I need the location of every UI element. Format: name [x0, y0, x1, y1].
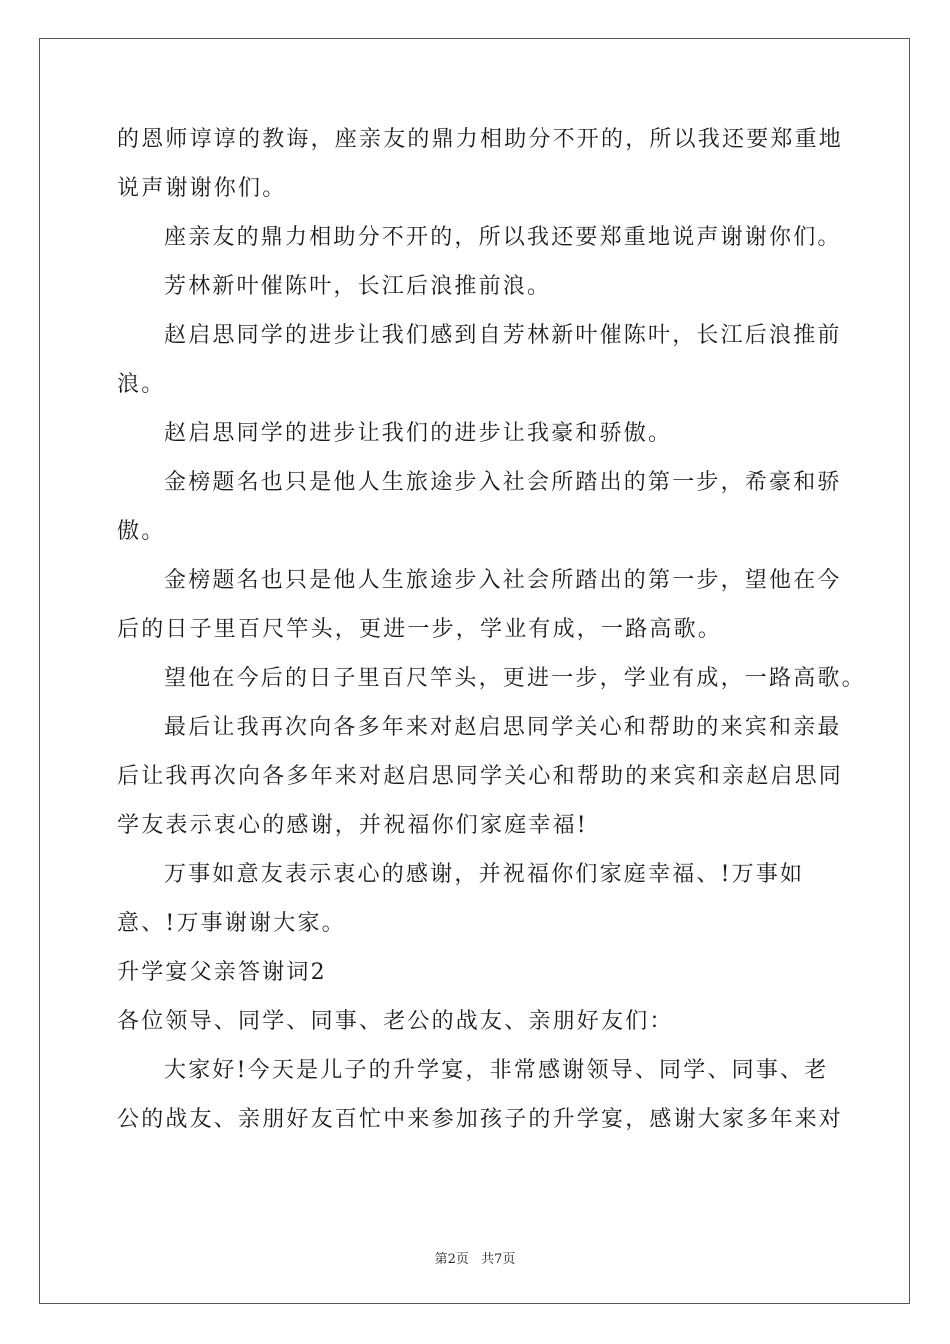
page-number: 第2页	[434, 1252, 469, 1267]
text-line: 浪。	[117, 372, 166, 397]
text-line: 后让我再次向各多年来对赵启思同学关心和帮助的来宾和亲赵启思同	[117, 764, 844, 789]
text-line: 望他在今后的日子里百尺竿头，更进一步，学业有成，一路高歌。	[164, 666, 866, 691]
text-line: 学友表示衷心的感谢，并祝福你们家庭幸福!	[117, 813, 588, 838]
text-line: 大家好!今天是儿子的升学宴，非常感谢领导、同学、同事、老	[164, 1058, 829, 1083]
text-line: 座亲友的鼎力相助分不开的，所以我还要郑重地说声谢谢你们。	[164, 225, 842, 250]
text-line: 赵启思同学的进步让我们的进步让我豪和骄傲。	[164, 421, 673, 446]
page-total: 共7页	[481, 1252, 516, 1267]
section-heading: 升学宴父亲答谢词2	[117, 960, 327, 985]
text-line: 的恩师谆谆的教诲，座亲友的鼎力相助分不开的，所以我还要郑重地	[117, 127, 844, 152]
text-line: 芳林新叶催陈叶，长江后浪推前浪。	[164, 274, 552, 299]
text-line: 万事如意友表示衷心的感谢，并祝福你们家庭幸福、!万事如	[164, 862, 805, 887]
text-line: 金榜题名也只是他人生旅途步入社会所踏出的第一步，希豪和骄	[164, 470, 842, 495]
text-line: 意、!万事谢谢大家。	[117, 911, 346, 936]
page-footer	[0, 1248, 950, 1267]
salutation-line: 各位领导、同学、同事、老公的战友、亲朋好友们：	[117, 1009, 674, 1034]
text-line: 金榜题名也只是他人生旅途步入社会所踏出的第一步，望他在今	[164, 568, 842, 593]
text-line: 后的日子里百尺竿头，更进一步，学业有成，一路高歌。	[117, 617, 723, 642]
text-line: 说声谢谢你们。	[117, 176, 287, 201]
text-line: 公的战友、亲朋好友百忙中来参加孩子的升学宴，感谢大家多年来对	[117, 1107, 844, 1132]
text-line: 最后让我再次向各多年来对赵启思同学关心和帮助的来宾和亲最	[164, 715, 842, 740]
text-line: 赵启思同学的进步让我们感到自芳林新叶催陈叶，长江后浪推前	[164, 323, 842, 348]
text-line: 傲。	[117, 519, 166, 544]
